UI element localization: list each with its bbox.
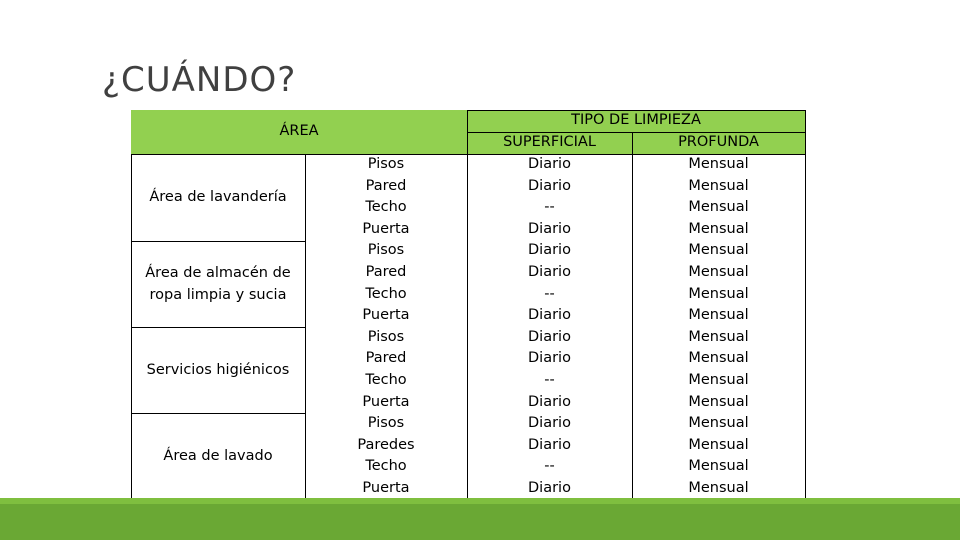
area-cell-almacen: Área de almacén de ropa limpia y sucia (131, 241, 305, 327)
superficial-cell: Diario (528, 393, 571, 410)
header-tipo-limpieza: TIPO DE LIMPIEZA (571, 112, 701, 129)
grid-line (467, 110, 806, 111)
profunda-cell: Mensual (688, 220, 749, 237)
element-cell: Pisos (367, 415, 405, 432)
superficial-cell: -- (544, 199, 555, 216)
grid-line (131, 154, 132, 499)
area-cell-servicios: Servicios higiénicos (131, 327, 305, 413)
profunda-cell: Mensual (688, 156, 749, 172)
superficial-cell: Diario (528, 307, 571, 324)
header-area: ÁREA (279, 123, 319, 140)
header-profunda: PROFUNDA (678, 134, 759, 151)
profunda-cell: Mensual (688, 479, 749, 496)
footer-band (0, 498, 960, 540)
profunda-cell: Mensual (688, 285, 749, 302)
grid-line (467, 110, 468, 499)
element-cell: Pisos (367, 328, 405, 345)
grid-line (305, 154, 306, 499)
element-cell: Techo (365, 199, 407, 216)
element-column (305, 154, 467, 500)
superficial-cell: Diario (528, 415, 571, 432)
profunda-cell: Mensual (688, 393, 749, 410)
element-cell: Puerta (362, 220, 410, 237)
element-cell: Paredes (357, 436, 415, 453)
element-cell: Pared (365, 177, 407, 194)
superficial-cell: Diario (528, 436, 571, 453)
superficial-cell: Diario (528, 220, 571, 237)
profunda-cell: Mensual (688, 371, 749, 388)
profunda-cell: Mensual (688, 242, 749, 259)
cleaning-schedule-table (131, 110, 806, 499)
profunda-cell: Mensual (688, 328, 749, 345)
superficial-cell: Diario (528, 242, 571, 259)
grid-line (467, 132, 806, 133)
profunda-cell: Mensual (688, 199, 749, 216)
superficial-cell: Diario (528, 263, 571, 280)
element-cell: Techo (365, 285, 407, 302)
superficial-cell: -- (544, 458, 555, 475)
element-cell: Pisos (367, 156, 405, 172)
area-cell-lavanderia: Área de lavandería (131, 154, 305, 241)
area-cell-lavado: Área de lavado (131, 413, 305, 499)
slide-title: ¿CUÁNDO? (102, 60, 297, 100)
superficial-cell: Diario (528, 479, 571, 496)
profunda-cell: Mensual (688, 263, 749, 280)
superficial-cell: Diario (528, 328, 571, 345)
footer-band-highlight (0, 498, 960, 504)
superficial-cell: -- (544, 371, 555, 388)
element-cell: Puerta (362, 479, 410, 496)
profunda-cell: Mensual (688, 458, 749, 475)
profunda-column (632, 154, 805, 500)
superficial-column (467, 154, 632, 500)
element-cell: Techo (365, 458, 407, 475)
element-cell: Techo (365, 371, 407, 388)
profunda-cell: Mensual (688, 436, 749, 453)
profunda-cell: Mensual (688, 177, 749, 194)
profunda-cell: Mensual (688, 415, 749, 432)
profunda-cell: Mensual (688, 350, 749, 367)
element-cell: Pared (365, 263, 407, 280)
element-cell: Puerta (362, 393, 410, 410)
grid-line (805, 110, 806, 499)
superficial-cell: Diario (528, 156, 571, 172)
profunda-cell: Mensual (688, 307, 749, 324)
element-cell: Puerta (362, 307, 410, 324)
header-superficial: SUPERFICIAL (503, 134, 596, 151)
superficial-cell: -- (544, 285, 555, 302)
element-cell: Pisos (367, 242, 405, 259)
superficial-cell: Diario (528, 350, 571, 367)
element-cell: Pared (365, 350, 407, 367)
grid-line (632, 132, 633, 499)
grid-line (131, 154, 806, 155)
superficial-cell: Diario (528, 177, 571, 194)
